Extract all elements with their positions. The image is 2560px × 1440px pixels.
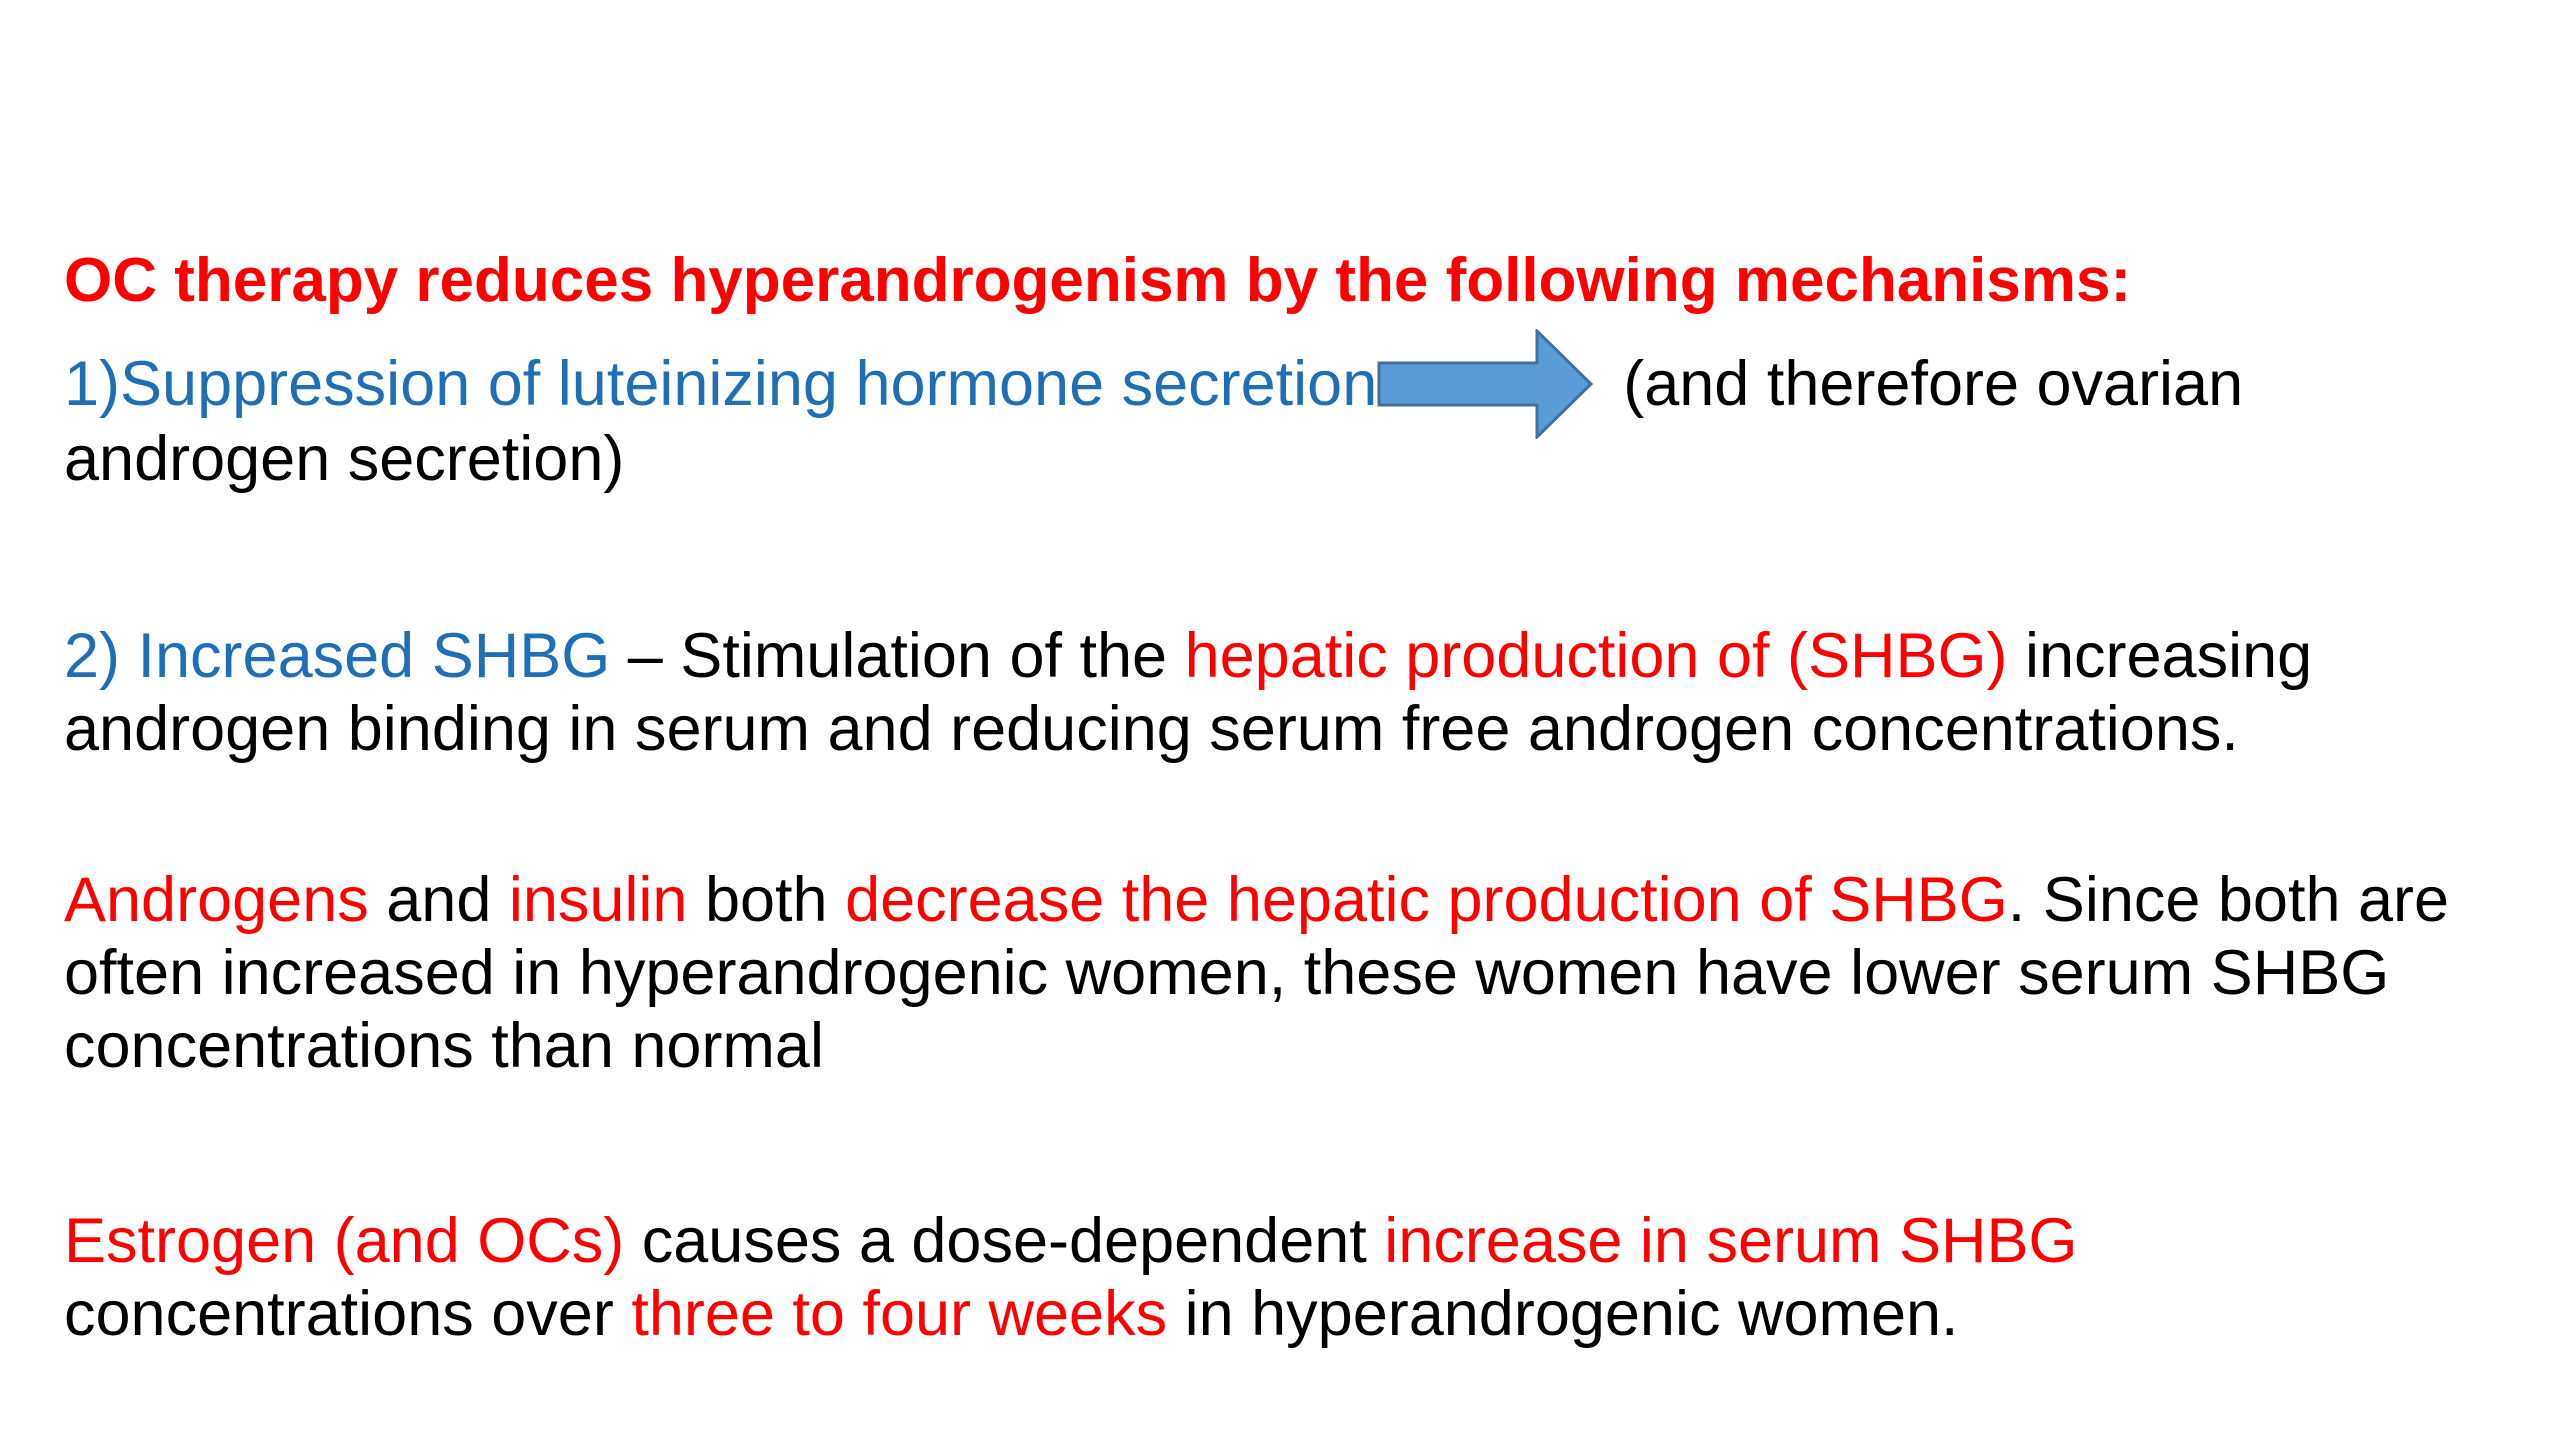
estrogen-paragraph bbox=[64, 1205, 2504, 1351]
point-2-paragraph bbox=[64, 620, 2504, 766]
androgens-paragraph bbox=[64, 864, 2504, 1083]
point-1-paragraph bbox=[64, 348, 2504, 496]
right-arrow-icon bbox=[1377, 329, 1595, 439]
point-2-rest: increasing androgen binding in serum and reducing serum free androgen concentrations. bbox=[64, 621, 2313, 764]
androgens-paragraph-rest: . Since both are often increased in hyperandrogenic women, these women have lower serum SHBG concentrations than normal bbox=[64, 865, 2450, 1081]
point-2-label: 2) Increased SHBG bbox=[64, 621, 611, 691]
point-2-highlight: hepatic production of (SHBG) bbox=[1184, 621, 2008, 691]
estrogen-highlight: Estrogen (and OCs) bbox=[64, 1206, 625, 1276]
causes-text: causes a dose-dependent bbox=[624, 1206, 1385, 1276]
increase-highlight: increase in serum SHBG bbox=[1384, 1206, 2078, 1276]
point-1-label: 1)Suppression of luteinizing hormone secretion bbox=[64, 349, 1378, 419]
both-word: both bbox=[687, 865, 846, 935]
concentrations-text: concentrations over bbox=[64, 1279, 632, 1349]
androgens-word: Androgens bbox=[64, 865, 369, 935]
slide-heading: OC therapy reduces hyperandrogenism by the following mechanisms: bbox=[64, 246, 2132, 315]
decrease-highlight: decrease the hepatic production of SHBG bbox=[845, 865, 2008, 935]
point-2-dash-text: – Stimulation of the bbox=[610, 621, 1185, 691]
insulin-word: insulin bbox=[508, 865, 688, 935]
and-word: and bbox=[368, 865, 509, 935]
weeks-highlight: three to four weeks bbox=[631, 1279, 1168, 1349]
estrogen-paragraph-rest: in hyperandrogenic women. bbox=[1167, 1279, 1959, 1349]
point-1-rest: (and therefore ovarian androgen secretion) bbox=[64, 349, 2244, 495]
